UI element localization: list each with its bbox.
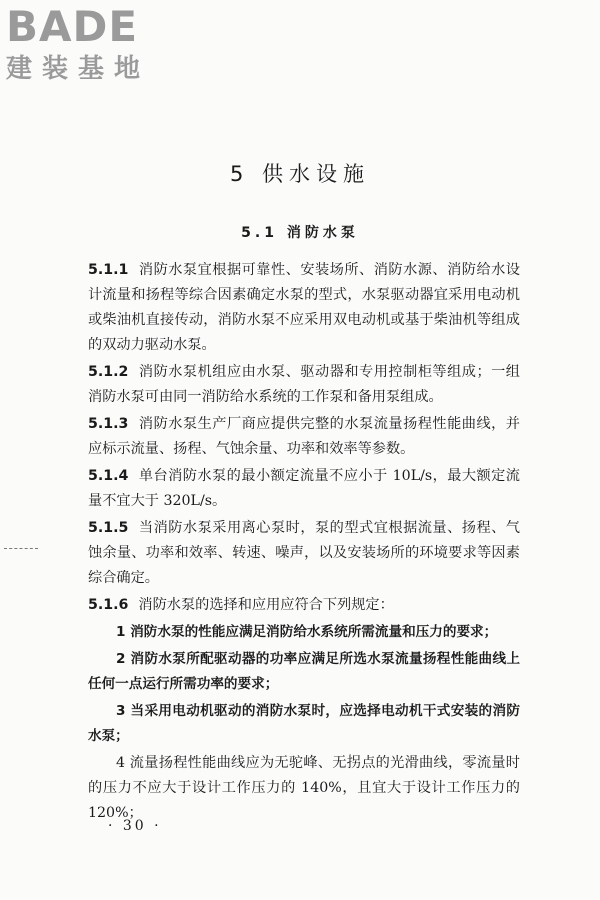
clause-5-1-3 (88, 412, 520, 462)
page-content (88, 258, 520, 828)
clause-text: 消防水泵宜根据可靠性、安装场所、消防水源、消防给水设计流量和扬程等综合因素确定水泵的型式，水泵驱动器宜采用电动机或柴油机直接传动，消防水泵不应采用双电动机或基于柴油机等组成的双动力驱动水泵。 (88, 262, 520, 353)
logo-wordmark: BADE (6, 2, 139, 51)
clause-5-1-4 (88, 464, 520, 514)
list-item: 3 当采用电动机驱动的消防水泵时，应选择电动机干式安装的消防水泵； (88, 703, 520, 744)
clause-number: 5.1.3 (88, 416, 129, 432)
clause-number: 5.1.2 (88, 364, 129, 380)
margin-mark (4, 548, 38, 549)
clause-text: 当消防水泵采用离心泵时，泵的型式宜根据流量、扬程、气蚀余量、功率和效率、转速、噪声，以及安装场所的环境要求等因素综合确定。 (88, 520, 520, 586)
list-item: 1 消防水泵的性能应满足消防给水系统所需流量和压力的要求； (116, 624, 498, 640)
chapter-title: 5 供水设施 (229, 162, 371, 186)
list-item: 2 消防水泵所配驱动器的功率应满足所选水泵流量扬程性能曲线上任何一点运行所需功率的要求； (88, 651, 520, 692)
clause-5-1-5 (88, 516, 520, 591)
clause-text: 消防水泵的选择和应用应符合下列规定： (138, 597, 394, 613)
clause-text: 单台消防水泵的最小额定流量不应小于 10L/s，最大额定流量不宜大于 320L/s。 (88, 468, 520, 509)
logo-subtitle: 建装基地 (6, 54, 151, 84)
clause-5-1-1 (88, 258, 520, 358)
clause-number: 5.1.5 (88, 520, 129, 536)
page-number: · 30 · (108, 818, 162, 834)
clause-text: 消防水泵机组应由水泵、驱动器和专用控制柜等组成；一组消防水泵可由同一消防给水系统的工作泵和备用泵组成。 (88, 364, 520, 405)
clause-number: 5.1.1 (88, 262, 129, 278)
clause-number: 5.1.4 (88, 468, 129, 484)
clause-5-1-6 (88, 593, 520, 618)
clause-number: 5.1.6 (88, 597, 129, 613)
bade-logo (6, 4, 176, 86)
clause-5-1-2 (88, 360, 520, 410)
list-item: 4 流量扬程性能曲线应为无驼峰、无拐点的光滑曲线，零流量时的压力不应大于设计工作压力的 140%，且宜大于设计工作压力的 120%； (88, 755, 520, 821)
clause-text: 消防水泵生产厂商应提供完整的水泵流量扬程性能曲线，并应标示流量、扬程、气蚀余量、功率和效率等参数。 (88, 416, 520, 457)
section-title: 5.1 消防水泵 (241, 225, 359, 241)
